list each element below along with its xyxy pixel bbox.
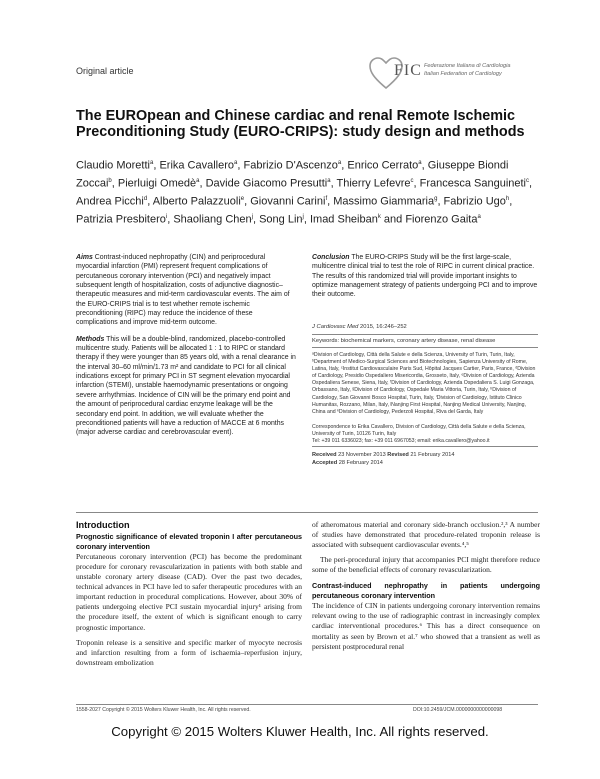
paragraph: of atheromatous material and coronary side-branch occlusion.²,³ A number of studies have demonstrated that procedure-related troponin release is associated with subsequent cardiovascular events.⁴,⁵ bbox=[312, 520, 540, 550]
abstract-aims: Aims Contrast-induced nephropathy (CIN) and periprocedural myocardial infarction (PMI) represent frequent complications of percutaneous coronary intervention (PCI) and negatively impact subsequent length of hospitalization, costs of adjunctive diagnostic–therapeutic measures and mid-term cardiovascular events. The aim of the EURO-CRIPS trial is to test whether remote ischemic preconditioning (RIPC) may reduce the incidence of these complications and improve mid-term outcome. bbox=[76, 254, 290, 327]
subsection-heading: Prognostic significance of elevated troponin I after percutaneous coronary intervention bbox=[76, 532, 302, 551]
abstract-methods: Methods This will be a double-blind, randomized, placebo-controlled multicentre study. Patients will be allocated 1 : 1 to RIPC or standard therapy if they were younger than 85 years old, with a renal clearance in the interval 30–60 ml/min/1.73 m² and candidate to PCI for all clinical indications except for primary PCI in ST segment elevation myocardial infarction (STEMI), unstable haemodynamic presentations or ongoing severe arrhythmias. Incidence of CIN will be the primary end point and the amount of periprocedural cardiac enzyme leakage will be the secondary end point. In addition, we will evaluate whether the preconditioned patients will have a reduction of MACCE at 6 months (major adverse cardiac and cerebrovascular event). bbox=[76, 335, 296, 437]
paragraph: Percutaneous coronary intervention (PCI) has become the predominant procedure for coronary revascularization in patients with both stable and unstable coronary artery disease (CAD). Over the past two decades, technical advances in PCI have led to safer therapeutic procedures with an important reduction in procedural complications. However, about 30% of patients undergoing elective PCI sustain myocardial injury¹ arising from the procedure itself, the extent of which is significant enough to carry prognostic importance. bbox=[76, 551, 302, 632]
divider bbox=[76, 512, 538, 513]
keywords: Keywords: biochemical markers, coronary artery disease, renal disease bbox=[312, 338, 496, 344]
abstract-conclusion: Conclusion The EURO-CRIPS Study will be the first large-scale, multicentre clinical trial to test the role of RIPC in current clinical practice. The results of this randomized trial will provide important insights to optimize management strategy of patients undergoing PCI and to improve their outcome. bbox=[312, 254, 538, 299]
journal-citation: J Cardiovasc Med 2015, 16:246–252 bbox=[312, 324, 407, 330]
correspondence: Correspondence to Erika Cavallero, Division of Cardiology, Città della Salute e della Scienza, University of Turin, 10126 Turin, Italy Tel: +39 011 6336023; fax: +39 011 6967053; email: erika.cavallero@yahoo.it bbox=[312, 424, 526, 445]
paragraph: Troponin release is a sensitive and specific marker of myocyte necrosis and infarction resulting from a form of ischaemia–reperfusion injury, downstream embolization bbox=[76, 637, 302, 667]
author-list: Claudio Moretti$^a$, Erika Cavallero$^a$, Fabrizio D'Ascenzo$^a$, Enrico Cerrato$^a$, Giuseppe Biondi Zoccai$^b$, Pierluigi Omedè$^a$, Davide Giacomo Presutti$^a$, Thierry Lefevre$^c$, Francesca Sanguineti$^c$, Andrea Picchi$^d$, Alberto Palazzuoli$^e$, Giovanni Carini$^f$, Massimo Giammaria$^g$, Fabrizio Ugo$^h$, Patrizia Presbitero$^i$, Shaoliang Chen$^j$, Song Lin$^j$, Imad Sheiban$^k$ and Fiorenzo Gaita$^a$ bbox=[76, 159, 533, 226]
section-heading: Introduction bbox=[76, 520, 130, 530]
divider bbox=[76, 704, 538, 705]
divider bbox=[312, 446, 538, 447]
article-dates: Received 23 November 2013 Revised 21 February 2014 Accepted 28 February 2014 bbox=[312, 452, 455, 466]
fic-logo bbox=[366, 50, 556, 110]
affiliations: ᵃDivision of Cardiology, Città della Salute e della Scienza, University of Turin, Turin, Italy, ᵇDepartment of Medico-Surgical Sciences and Biotechnologies, Sapienza University of Rome, Latina, Italy, ᶜInstitut Cardiovasculaire Paris Sud, Hôpital Jacques Cartier, Paris, France, ᵈDivision of Cardiology, Presidio Ospedaliero Misericordia, Grosseto, Italy, ᵉDivision of Cardiology, Azienda Ospedaliera Senese, Siena, Italy, ᶠDivision of Cardiology, Azienda Ospedaliera S. Luigi Gonzaga, Orbassano, Italy, ᵍDivision of Cardiology, Ospedale Maria Vittoria, Turin, Italy, ʰDivision of Cardiology, San Giovanni Bosco Hospital, Turin, Italy, ⁱDivision of Cardiology, Istituto Clinico Humanitas, Rozzano, Milan, Italy, ʲNanjing First Hospital, Nanjing Medical University, Nanjing, China and ᵏDivision of Cardiology, Pederzoli Hospital, Riva del Garda, Italy bbox=[312, 352, 536, 415]
divider bbox=[312, 347, 538, 348]
abstract-left bbox=[76, 253, 296, 445]
body-column-right bbox=[312, 520, 540, 657]
subsection-heading: Contrast-induced nephropathy in patients undergoing percutaneous coronary intervention bbox=[312, 581, 540, 600]
logo-tagline: Federazione Italiana di Cardiologia Italian Federation of Cardiology bbox=[424, 63, 511, 77]
logo-wordmark: FIC bbox=[394, 62, 422, 79]
footer-doi: DOI:10.2459/JCM.0000000000000098 bbox=[413, 707, 503, 713]
paragraph: The incidence of CIN in patients undergoing coronary intervention remains relevant owing to the use of radiographic contrast in increasingly complex cardiac interventional procedures.⁶ This has a direct consequence on mortality as seen by Brown et al.⁷ who showed that a transient as well as persistent postprocedural renal bbox=[312, 601, 540, 651]
abstract-right bbox=[312, 253, 538, 300]
article-title: The EUROpean and Chinese cardiac and renal Remote Ischemic Preconditioning Study (EURO-CRIPS): study design and methods bbox=[76, 108, 525, 141]
body-column-left bbox=[76, 520, 302, 673]
copyright-banner: Copyright © 2015 Wolters Kluwer Health, Inc. All rights reserved. bbox=[111, 724, 489, 739]
paragraph: The peri-procedural injury that accompanies PCI might therefore reduce some of the beneficial effects of coronary revascularization. bbox=[312, 555, 540, 575]
section-label: Original article bbox=[76, 66, 134, 76]
divider bbox=[312, 334, 538, 335]
footer-issn: 1558-2027 Copyright © 2015 Wolters Kluwer Health, Inc. All rights reserved. bbox=[76, 707, 251, 713]
